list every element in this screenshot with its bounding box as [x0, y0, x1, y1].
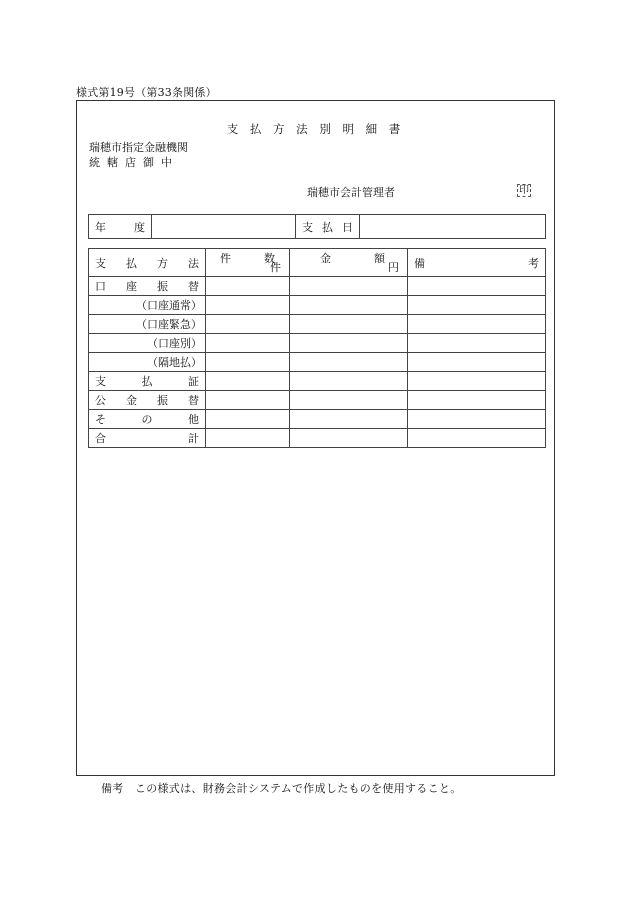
- row-label: （隔地払）: [147, 356, 202, 369]
- year-label: 年 度: [95, 220, 145, 234]
- addressee-branch: 統轄店御中: [89, 156, 179, 169]
- row-label: 公 金 振 替: [95, 394, 199, 407]
- row-notes-cell[interactable]: [408, 353, 546, 372]
- table-row: [89, 353, 546, 372]
- row-amount-cell[interactable]: [290, 334, 408, 353]
- row-count-cell[interactable]: [206, 391, 290, 410]
- form-number: 様式第19号（第33条関係）: [76, 86, 217, 99]
- row-count-cell[interactable]: [206, 410, 290, 429]
- table-row: [89, 372, 546, 391]
- row-label: （口座緊急）: [136, 318, 202, 331]
- row-count-cell[interactable]: [206, 353, 290, 372]
- row-notes-cell[interactable]: [408, 410, 546, 429]
- row-label: （口座通常）: [136, 299, 202, 312]
- table-row: [89, 410, 546, 429]
- seal-mark: 印: [519, 185, 529, 196]
- payment-date-value-cell[interactable]: [360, 215, 546, 239]
- payment-date-label-cell: [296, 215, 360, 239]
- document-frame: [76, 100, 555, 776]
- table-row: [89, 277, 546, 296]
- row-label: 口 座 振 替: [95, 280, 199, 293]
- year-value-cell[interactable]: [152, 215, 296, 239]
- row-notes-cell[interactable]: [408, 334, 546, 353]
- footer-note: 備考 この様式は、財務会計システムで作成したものを使用すること。: [101, 782, 462, 795]
- info-table: [88, 214, 546, 239]
- row-label-cell: [89, 391, 206, 410]
- year-label-cell: [89, 215, 152, 239]
- header-method-cell: [89, 249, 206, 277]
- row-amount-cell[interactable]: [290, 410, 408, 429]
- addressee-block: [89, 140, 188, 170]
- table-row: [89, 429, 546, 448]
- row-count-cell[interactable]: [206, 372, 290, 391]
- table-row: [89, 315, 546, 334]
- info-row: [89, 215, 546, 239]
- header-notes: 備 考: [414, 256, 539, 270]
- row-amount-cell[interactable]: [290, 353, 408, 372]
- row-label-cell: [89, 277, 206, 296]
- row-count-cell[interactable]: [206, 277, 290, 296]
- row-label-cell: [89, 296, 206, 315]
- header-amount-cell: [290, 249, 408, 277]
- addressee-bank: 瑞穂市指定金融機関: [89, 141, 188, 154]
- row-count-cell[interactable]: [206, 315, 290, 334]
- row-label-cell: [89, 315, 206, 334]
- row-amount-cell[interactable]: [290, 372, 408, 391]
- header-notes-cell: [408, 249, 546, 277]
- row-notes-cell[interactable]: [408, 296, 546, 315]
- header-amount: 金 額: [320, 252, 385, 265]
- row-amount-cell[interactable]: [290, 429, 408, 448]
- payment-date-label: 支 払 日: [302, 220, 353, 234]
- row-amount-cell[interactable]: [290, 277, 408, 296]
- row-notes-cell[interactable]: [408, 315, 546, 334]
- row-notes-cell[interactable]: [408, 391, 546, 410]
- row-label-cell: [89, 353, 206, 372]
- table-body: [89, 277, 546, 448]
- document-title: 支 払 方 法 別 明 細 書: [226, 122, 405, 136]
- row-label: （口座別）: [147, 337, 202, 350]
- row-label-cell: [89, 334, 206, 353]
- issuer-name: 瑞穂市会計管理者: [307, 186, 395, 199]
- row-count-cell[interactable]: [206, 429, 290, 448]
- row-count-cell[interactable]: [206, 334, 290, 353]
- row-notes-cell[interactable]: [408, 277, 546, 296]
- header-amount-unit: 円: [388, 261, 399, 274]
- header-method: 支 払 方 法: [95, 256, 199, 270]
- row-label-cell: [89, 429, 206, 448]
- row-notes-cell[interactable]: [408, 429, 546, 448]
- table-row: [89, 391, 546, 410]
- row-label: そ の 他: [95, 413, 199, 426]
- header-count-cell: [206, 249, 290, 277]
- row-label-cell: [89, 372, 206, 391]
- table-header-row: [89, 249, 546, 277]
- row-amount-cell[interactable]: [290, 391, 408, 410]
- row-label-cell: [89, 410, 206, 429]
- table-row: [89, 334, 546, 353]
- row-count-cell[interactable]: [206, 296, 290, 315]
- row-label: 支 払 証: [95, 375, 199, 388]
- header-count-unit: 件: [270, 261, 281, 274]
- row-notes-cell[interactable]: [408, 372, 546, 391]
- table-row: [89, 296, 546, 315]
- payment-method-table: [88, 248, 546, 448]
- header-count: 件 数: [220, 252, 275, 265]
- row-amount-cell[interactable]: [290, 296, 408, 315]
- row-amount-cell[interactable]: [290, 315, 408, 334]
- row-label: 合 計: [95, 432, 199, 445]
